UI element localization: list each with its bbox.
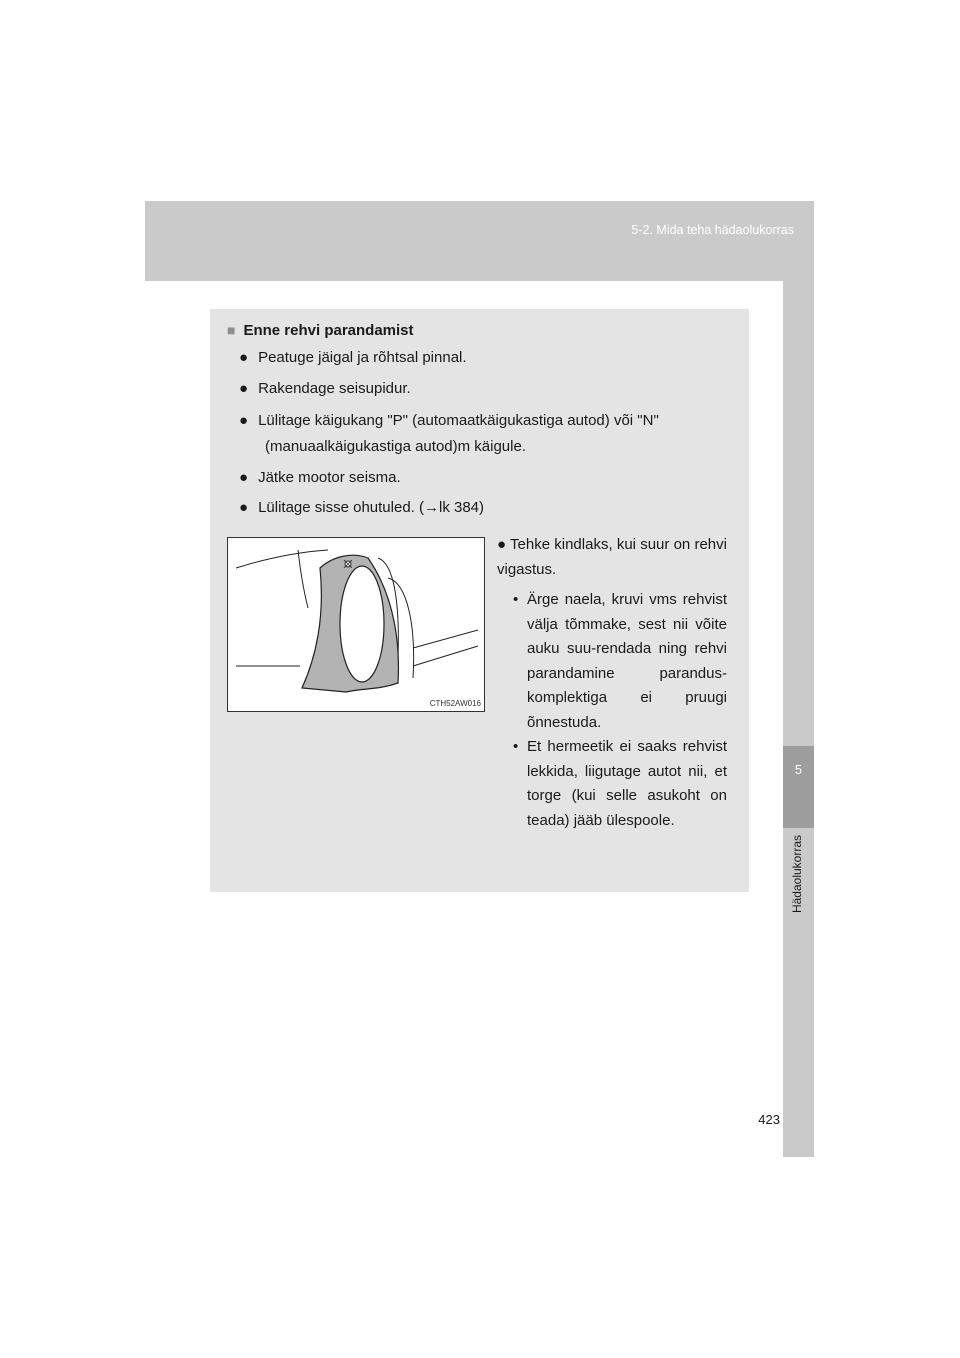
chapter-side-tab [783,281,814,1157]
chapter-number-box [783,746,814,828]
sub-item: • Et hermeetik ei saaks rehvist lekkida, liigutage autot nii, et torge (kui selle asukoht on teada) jääb ülespoole. [497,735,727,833]
chapter-number: 5 [794,762,803,777]
chapter-title: Hädaolukorras [790,835,804,914]
square-bullet-icon: ■ [227,322,236,338]
bullet-dot-icon: ● [239,469,249,486]
sub-bullet-icon: • [513,738,519,755]
bullet-dot-icon: ● [239,412,249,429]
check-damage-column [497,532,727,833]
bullet-dot-icon: ● [239,499,249,516]
bullet-item: ● Lülitage käigukang "P" (automaatkäigukastiga autod) või "N" (manuaalkäigukastiga autod)m käigule. [239,408,729,460]
tire-illustration [227,537,485,712]
tire-drawing [228,538,484,711]
sub-item: • Ärge naela, kruvi vms rehvist välja tõmmake, sest nii võite auku suu-rendada ning rehvi parandamine parandus-komplektiga ei pruugi õnnestuda. [497,588,727,735]
section-title: 5-2. Mida teha hädaolukorras [631,223,794,237]
bullet-continuation: (manuaalkäigukastiga autod)m käigule. [265,438,526,455]
box-heading [227,322,414,339]
bullet-dot-icon: ● [497,536,511,553]
bullet-dot-icon: ● [239,349,249,366]
bullet-item: ● Rakendage seisupidur. [239,380,411,397]
page-number: 423 [758,1112,780,1127]
figure-code: CTH52AW016 [429,699,481,708]
box-heading-text: Enne rehvi parandamist [243,322,414,339]
bullet-dot-icon: ● [239,380,249,397]
header-band [145,201,814,281]
sub-bullet-icon: • [513,591,519,608]
bullet-item: ● Jätke mootor seisma. [239,469,401,486]
bullet-item: ● Lülitage sisse ohutuled. (→lk 384) [239,499,485,516]
bullet-item: ● Peatuge jäigal ja rõhtsal pinnal. [239,349,467,366]
check-damage-text: ● Tehke kindlaks, kui suur on rehvi vigastus. [497,536,727,578]
